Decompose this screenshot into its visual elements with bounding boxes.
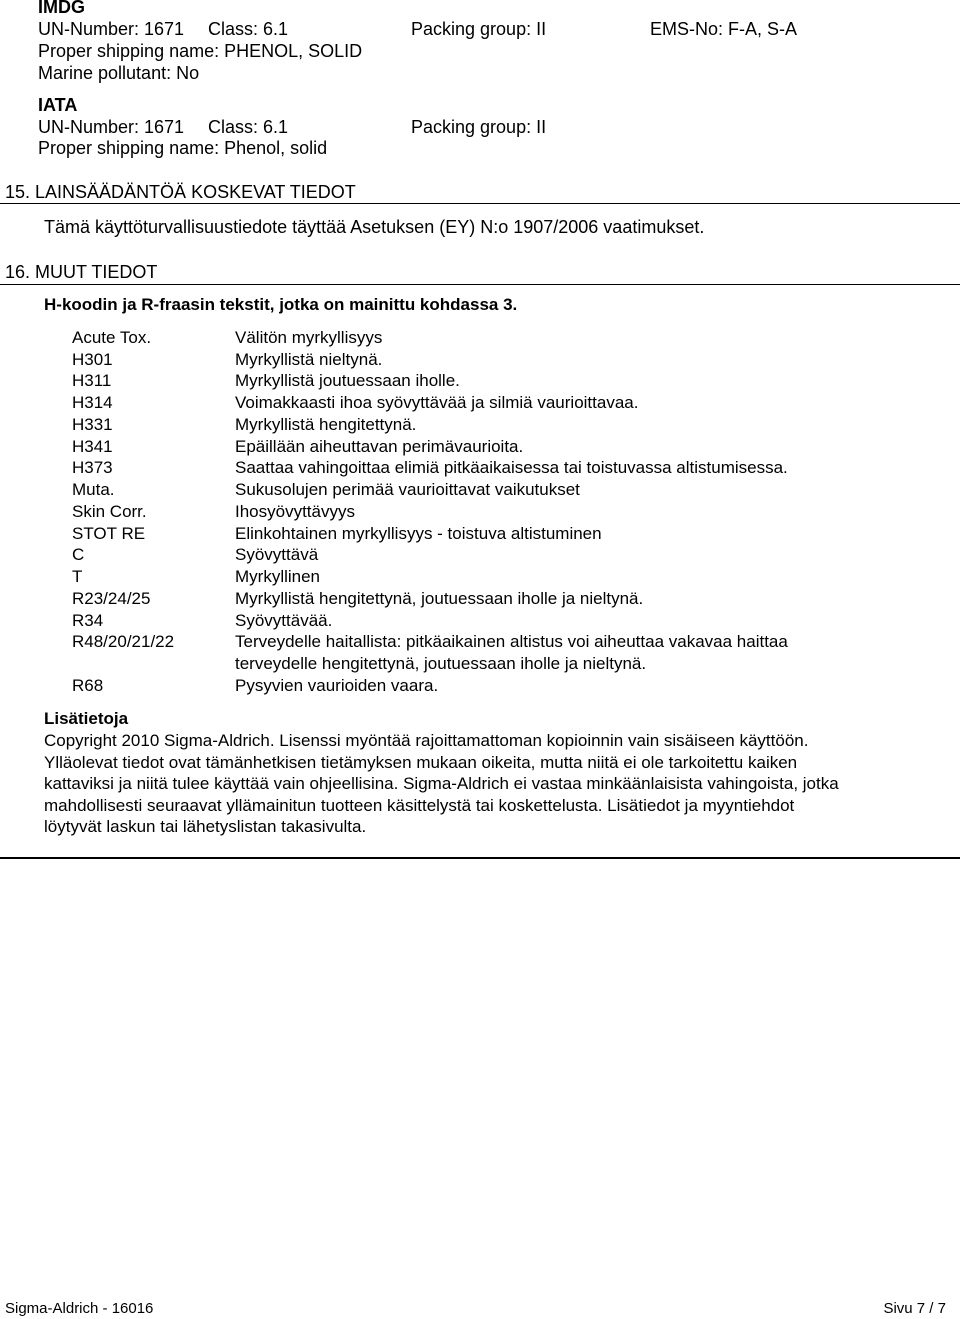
iata-class: Class: 6.1	[208, 117, 289, 137]
code-label: H314	[72, 393, 113, 412]
code-label: H341	[72, 437, 113, 456]
additional-info-heading: Lisätietoja	[44, 709, 129, 728]
code-label: Acute Tox.	[72, 328, 152, 347]
code-description: Voimakkaasti ihoa syövyttävää ja silmiä vaurioittavaa.	[235, 393, 639, 412]
code-description: Myrkyllistä hengitettynä.	[235, 415, 417, 434]
section-16-heading: 16. MUUT TIEDOT	[5, 262, 158, 282]
iata-shipping-name: Proper shipping name: Phenol, solid	[38, 138, 328, 158]
code-label: Muta.	[72, 480, 115, 499]
code-description: Saattaa vahingoittaa elimiä pitkäaikaisessa tai toistuvassa altistumisessa.	[235, 458, 788, 477]
code-description: Ihosyövyttävyys	[235, 502, 355, 521]
code-description: Syövyttävää.	[235, 611, 333, 630]
imdg-un-number: UN-Number: 1671	[38, 19, 185, 39]
additional-info-line: Copyright 2010 Sigma-Aldrich. Lisenssi myöntää rajoittamattoman kopioinnin vain sisäiseen käyttöön.	[44, 731, 809, 750]
code-description: Välitön myrkyllisyys	[235, 328, 383, 347]
imdg-marine-pollutant: Marine pollutant: No	[38, 63, 200, 83]
code-description: Myrkyllistä hengitettynä, joutuessaan iholle ja nieltynä.	[235, 589, 644, 608]
imdg-heading: IMDG	[38, 0, 85, 17]
code-label: H301	[72, 350, 113, 369]
additional-info-text	[44, 730, 944, 838]
code-description: Pysyvien vaurioiden vaara.	[235, 676, 439, 695]
code-label: C	[72, 545, 85, 564]
code-label: R68	[72, 676, 104, 695]
code-label: R34	[72, 611, 104, 630]
footer-page-number: Sivu 7 / 7	[883, 1300, 946, 1317]
section-15-divider	[0, 203, 960, 204]
code-description: Terveydelle haitallista: pitkäaikainen altistus voi aiheuttaa vakavaa haittaa	[235, 632, 788, 651]
code-label: STOT RE	[72, 524, 146, 543]
code-description: Myrkyllistä joutuessaan iholle.	[235, 371, 460, 390]
code-label: T	[72, 567, 83, 586]
iata-packing-group: Packing group: II	[411, 117, 547, 137]
code-description: Syövyttävä	[235, 545, 319, 564]
code-label: H373	[72, 458, 113, 477]
imdg-packing-group: Packing group: II	[411, 19, 547, 39]
code-label: R23/24/25	[72, 589, 151, 608]
code-label: H331	[72, 415, 113, 434]
code-description: Myrkyllinen	[235, 567, 321, 586]
additional-info-line: kattaviksi ja niitä tulee käyttää vain ohjeellisina. Sigma-Aldrich ei vastaa minkäänlaisista vahingoista, jotka	[44, 774, 839, 794]
imdg-class: Class: 6.1	[208, 19, 289, 39]
additional-info-line: Ylläolevat tiedot ovat tämänhetkisen tietämyksen mukaan oikeita, mutta niitä ei ole tarkoitettu kaiken	[44, 752, 798, 772]
imdg-ems-number: EMS-No: F-A, S-A	[650, 19, 798, 39]
footer-document-id: Sigma-Aldrich - 16016	[5, 1300, 154, 1317]
code-description: Myrkyllistä nieltynä.	[235, 350, 383, 369]
code-label: Skin Corr.	[72, 502, 147, 521]
code-description: Sukusolujen perimää vaurioittavat vaikutukset	[235, 480, 580, 499]
code-description: Epäillään aiheuttavan perimävaurioita.	[235, 437, 524, 456]
code-label: R48/20/21/22	[72, 632, 175, 651]
section-15-text: Tämä käyttöturvallisuustiedote täyttää Asetuksen (EY) N:o 1907/2006 vaatimukset.	[44, 217, 705, 237]
code-label: H311	[72, 371, 112, 390]
codes-subheading: H-koodin ja R-fraasin tekstit, jotka on mainittu kohdassa 3.	[44, 295, 518, 314]
section-16-divider	[0, 284, 960, 285]
additional-info-line: mahdollisesti seuraavat yllämainitun tuotteen käsittelystä tai koskettelusta. Lisätiedot ja myyntiehdot	[44, 795, 795, 815]
iata-un-number: UN-Number: 1671	[38, 117, 185, 137]
section-15-heading: 15. LAINSÄÄDÄNTÖÄ KOSKEVAT TIEDOT	[5, 182, 356, 202]
imdg-shipping-name: Proper shipping name: PHENOL, SOLID	[38, 41, 363, 61]
end-divider	[0, 857, 960, 859]
additional-info-line: löytyvät laskun tai lähetyslistan takasivulta.	[44, 817, 367, 837]
code-description: Elinkohtainen myrkyllisyys - toistuva altistuminen	[235, 524, 602, 543]
code-description-continued: terveydelle hengitettynä, joutuessaan iholle ja nieltynä.	[235, 654, 647, 673]
iata-heading: IATA	[38, 95, 78, 115]
